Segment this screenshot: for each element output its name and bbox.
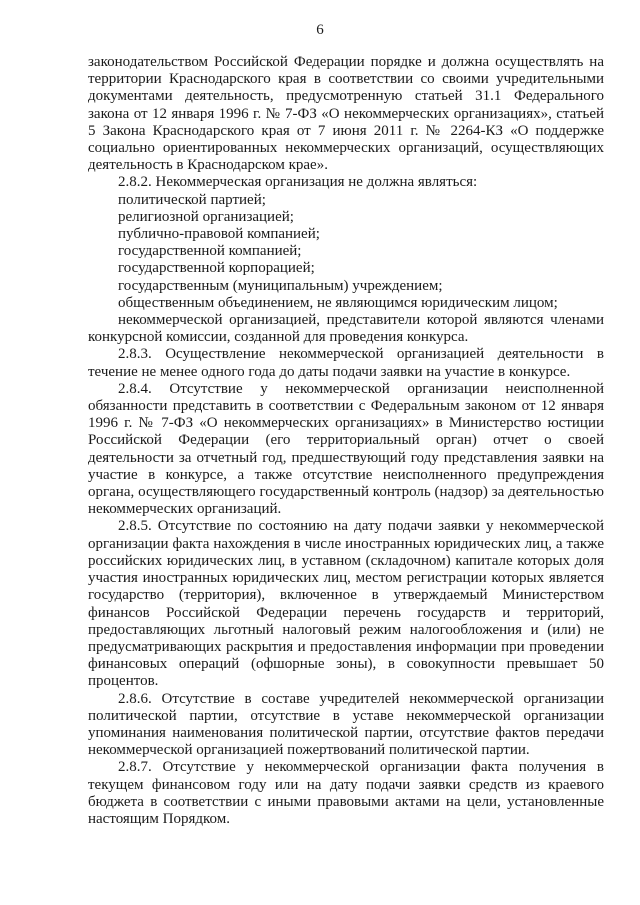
paragraph-2-8-6: 2.8.6. Отсутствие в составе учредителей некоммерческой организации политической партии, отсутствие в уставе некоммерческой организации упоминания наименования политической партии, отсутствие фактов передачи некоммерческой организацией пожертвований политической партии. bbox=[88, 690, 604, 759]
paragraph-continuation: законодательством Российской Федерации порядке и должна осуществлять на территории Краснодарского края в соответствии со своими учредительными документами деятельность, предусмотренную статьей 31.1 Федерального закона от 12 января 1996 г. № 7-ФЗ «О некоммерческих организациях», статьей 5 Закона Краснодарского края от 7 июня 2011 г. № 2264-КЗ «О поддержке социально ориентированных некоммерческих организаций, осуществляющих деятельность в Краснодарском крае». bbox=[88, 54, 604, 174]
list-item: политической партией; bbox=[118, 191, 266, 208]
list-item: государственным (муниципальным) учреждением; bbox=[118, 277, 443, 294]
paragraph-2-8-5: 2.8.5. Отсутствие по состоянию на дату подачи заявки у некоммерческой организации факта нахождения в числе иностранных юридических лиц, а также российских юридических лиц, в уставном (складочном) капитале которых доля участия иностранных юридических лиц, местом регистрации которых является государство (территория), включенное в утверждаемый Министерством финансов Российской Федерации перечень государств и территорий, предоставляющих льготный налоговый режим налогообложения и (или) не предусматривающих раскрытия и предоставления информации при проведении финансовых операций (офшорные зоны), в совокупности превышает 50 процентов. bbox=[88, 518, 604, 690]
page-number: 6 bbox=[316, 22, 324, 38]
list-item: публично-правовой компанией; bbox=[118, 226, 320, 243]
paragraph-2-8-3: 2.8.3. Осуществление некоммерческой организацией деятельности в течение не менее одного года до даты подачи заявки на участие в конкурсе. bbox=[88, 346, 604, 380]
paragraph-2-8-4: 2.8.4. Отсутствие у некоммерческой организации неисполненной обязанности представить в соответствии с Федеральным законом от 12 января 1996 г. № 7-ФЗ «О некоммерческих организациях» в Министерство юстиции Российской Федерации (его территориальный орган) отчет о своей деятельности за отчетный год, предшествующий году представления заявки на участие в конкурсе, а также отсутствие неисполненного предупреждения органа, осуществляющего государственный контроль (надзор) за деятельностью некоммерческих организаций. bbox=[88, 380, 604, 518]
document-body bbox=[88, 54, 604, 828]
list-excluded-organizations bbox=[88, 192, 604, 347]
list-item: государственной корпорацией; bbox=[118, 260, 315, 277]
list-item: некоммерческой организацией, представители которой являются членами конкурсной комиссии, созданной для проведения конкурса. bbox=[88, 312, 604, 346]
paragraph-2-8-7: 2.8.7. Отсутствие у некоммерческой организации факта получения в текущем финансовом году или на дату подачи заявки средств из краевого бюджета в соответствии с иными правовыми актами на цели, установленные настоящим Порядком. bbox=[88, 759, 604, 827]
list-item: религиозной организацией; bbox=[118, 208, 294, 225]
paragraph-2-8-2: 2.8.2. Некоммерческая организация не должна являться: bbox=[118, 174, 478, 191]
list-item: государственной компанией; bbox=[118, 243, 302, 260]
list-item: общественным объединением, не являющимся юридическим лицом; bbox=[118, 294, 558, 311]
